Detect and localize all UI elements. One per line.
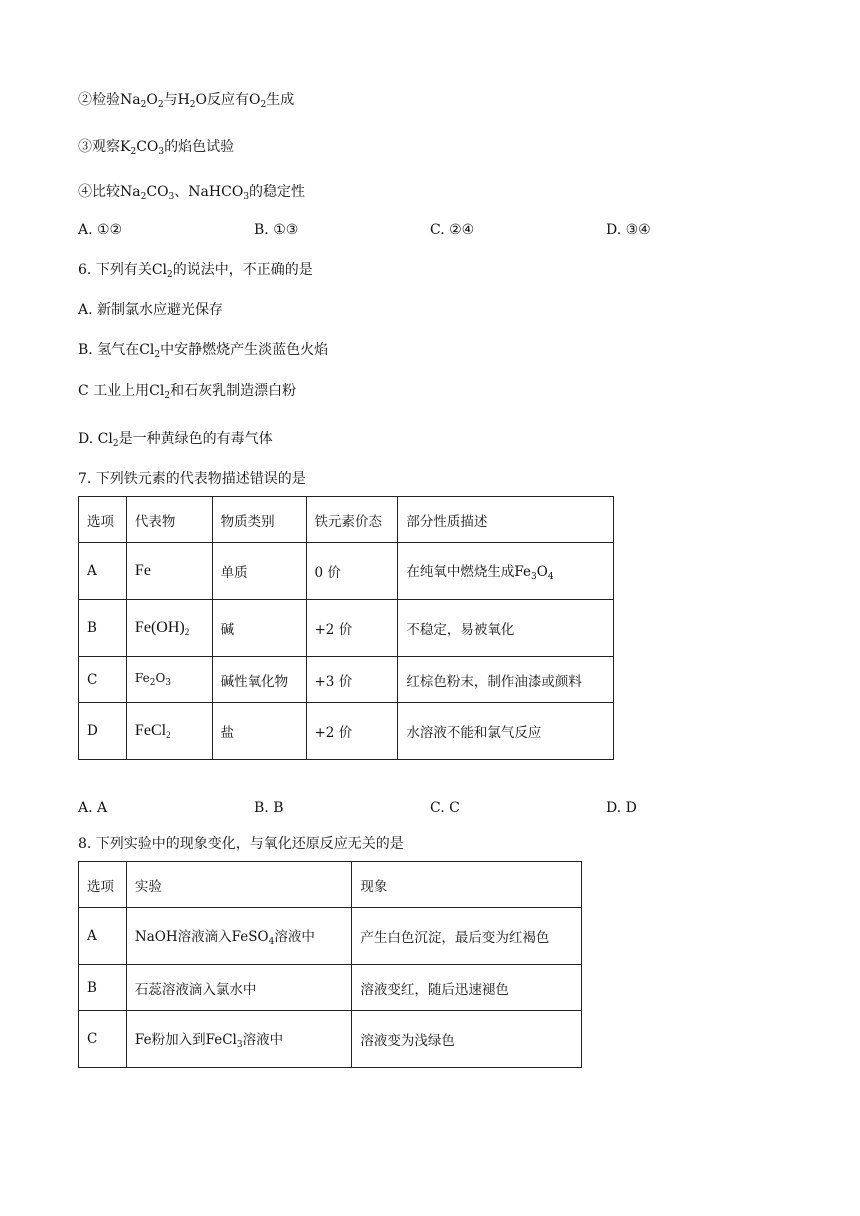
q7-header-row bbox=[79, 497, 614, 543]
table-row bbox=[79, 703, 614, 760]
q7-cell: 盐 bbox=[212, 703, 306, 760]
q8-cell: 溶液变红，随后迅速褪色 bbox=[352, 965, 582, 1011]
q7-cell-formula: FeCl$_2$ bbox=[126, 703, 212, 760]
table-row bbox=[79, 657, 614, 703]
q7-cell: +3 价 bbox=[306, 657, 398, 703]
q8-cell: Fe粉加入到FeCl$_3$溶液中 bbox=[126, 1011, 351, 1068]
q8-header-row bbox=[79, 862, 582, 908]
q7-cell: 在纯氧中燃烧生成$Fe_3O_4$ bbox=[398, 543, 614, 600]
q7-cell: 单质 bbox=[212, 543, 306, 600]
q8-cell: B bbox=[79, 965, 127, 1011]
statement-2: ②检验$Na_2O_2$与$H_2O$反应有$O_2$生成 bbox=[78, 92, 295, 110]
q7-cell: C bbox=[79, 657, 127, 703]
q6-option-a[interactable]: A. 新制氯水应避光保存 bbox=[78, 302, 224, 318]
q7-table bbox=[78, 496, 614, 760]
q7-cell: 碱 bbox=[212, 600, 306, 657]
table-row bbox=[79, 1011, 582, 1068]
q7-cell: B bbox=[79, 600, 127, 657]
table-row bbox=[79, 600, 614, 657]
q8-cell: NaOH溶液滴入FeSO$_4$溶液中 bbox=[126, 908, 351, 965]
q5-option-c[interactable]: C. ②④ bbox=[430, 222, 475, 238]
q7-cell: 碱性氧化物 bbox=[212, 657, 306, 703]
q7-cell-formula: $Fe(OH)_2$ bbox=[126, 600, 212, 657]
q6-option-b[interactable]: B. 氢气在$Cl_2$中安静燃烧产生淡蓝色火焰 bbox=[78, 342, 329, 360]
q7-cell: D bbox=[79, 703, 127, 760]
q7-cell: +2 价 bbox=[306, 600, 398, 657]
q7-cell: A bbox=[79, 543, 127, 600]
q7-header-valence: 铁元素价态 bbox=[306, 497, 398, 543]
q5-option-b[interactable]: B. ①③ bbox=[254, 222, 299, 238]
q8-table bbox=[78, 861, 582, 1068]
q7-cell: 0 价 bbox=[306, 543, 398, 600]
q6-option-c[interactable]: C 工业上用$Cl_2$和石灰乳制造漂白粉 bbox=[78, 383, 297, 401]
q7-header-category: 物质类别 bbox=[212, 497, 306, 543]
table-row bbox=[79, 908, 582, 965]
q8-cell: 产生白色沉淀，最后变为红褐色 bbox=[352, 908, 582, 965]
q7-cell-formula: Fe bbox=[126, 543, 212, 600]
q8-cell: A bbox=[79, 908, 127, 965]
table-row bbox=[79, 543, 614, 600]
q8-header-option: 选项 bbox=[79, 862, 127, 908]
q6-option-d[interactable]: D. $Cl_2$是一种黄绿色的有毒气体 bbox=[78, 431, 273, 449]
q7-cell: +2 价 bbox=[306, 703, 398, 760]
table-row bbox=[79, 965, 582, 1011]
q8-cell: 溶液变为浅绿色 bbox=[352, 1011, 582, 1068]
q5-option-d[interactable]: D. ③④ bbox=[606, 222, 651, 238]
statement-3: ③观察$K_2CO_3$的焰色试验 bbox=[78, 139, 235, 157]
q7-stem: 7. 下列铁元素的代表物描述错误的是 bbox=[78, 471, 306, 487]
q8-header-experiment: 实验 bbox=[126, 862, 351, 908]
q7-option-d[interactable]: D. D bbox=[606, 800, 637, 816]
q7-option-a[interactable]: A. A bbox=[78, 800, 108, 816]
q8-stem: 8. 下列实验中的现象变化，与氧化还原反应无关的是 bbox=[78, 836, 404, 852]
q7-header-substance: 代表物 bbox=[126, 497, 212, 543]
q7-cell: 不稳定，易被氧化 bbox=[398, 600, 614, 657]
q5-option-a[interactable]: A. ①② bbox=[78, 222, 123, 238]
q8-cell: 石蕊溶液滴入氯水中 bbox=[126, 965, 351, 1011]
q8-header-phenomenon: 现象 bbox=[352, 862, 582, 908]
q7-cell: 红棕色粉末，制作油漆或颜料 bbox=[398, 657, 614, 703]
q8-cell: C bbox=[79, 1011, 127, 1068]
q6-stem: 6. 下列有关$Cl_2$的说法中，不正确的是 bbox=[78, 262, 313, 280]
q7-header-property: 部分性质描述 bbox=[398, 497, 614, 543]
statement-4: ④比较$Na_2CO_3$、NaHCO$_3$的稳定性 bbox=[78, 184, 306, 202]
q7-option-c[interactable]: C. C bbox=[430, 800, 460, 816]
q7-cell-formula: $Fe_2O_3$ bbox=[126, 657, 212, 703]
q7-cell: 水溶液不能和氯气反应 bbox=[398, 703, 614, 760]
q7-header-option: 选项 bbox=[79, 497, 127, 543]
q7-option-b[interactable]: B. B bbox=[254, 800, 284, 816]
